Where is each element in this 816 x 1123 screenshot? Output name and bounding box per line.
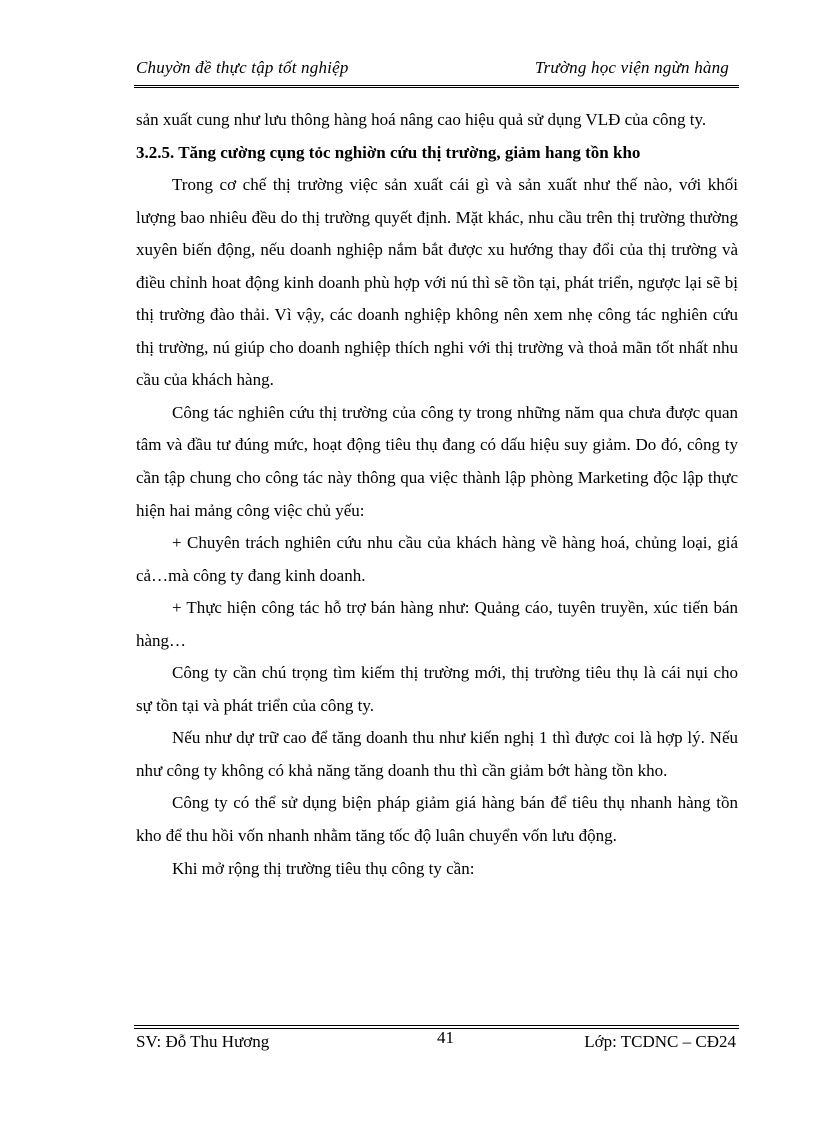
section-heading: 3.2.5. Tăng cường cụng tỏc nghiờn cứu thị trường, giảm hang tồn kho <box>136 142 641 162</box>
paragraph-inventory-reduction: Nếu như dự trữ cao để tăng doanh thu như kiến nghị 1 thì được coi là hợp lý. Nếu như công ty không có khả năng tăng doanh thu thì cần giảm bớt hàng tồn kho. <box>136 728 738 780</box>
page-body <box>136 104 738 885</box>
page-number: 41 <box>437 1028 454 1047</box>
paragraph-market-research: Công tác nghiên cứu thị trường của công ty trong những năm qua chưa được quan tâm và đầu tư đúng mức, hoạt động tiêu thụ đang có dấu hiệu suy giảm. Do đó, công ty cần tập chung cho công tác này thông qua việc thành lập phòng Marketing độc lập thực hiện hai mảng công việc chủ yếu: <box>136 402 738 520</box>
page-header <box>134 58 739 84</box>
page-footer <box>136 1028 738 1058</box>
footer-class-name: Lớp: TCDNC – CĐ24 <box>584 1032 736 1051</box>
header-document-type: Chuyờn đề thực tập tốt nghiệp <box>136 58 349 77</box>
footer-student-name: SV: Đỗ Thu Hương <box>136 1032 270 1051</box>
paragraph-market-expansion: Khi mở rộng thị trường tiêu thụ công ty cần: <box>172 858 475 878</box>
paragraph-market-mechanism: Trong cơ chế thị trường việc sản xuất cái gì và sản xuất như thế nào, với khối lượng bao nhiêu đều do thị trường quyết định. Mặt khác, nhu cầu trên thị trường thường xuyên biến động, nếu doanh nghiệp nắm bắt được xu hướng thay đổi của thị trường và điều chỉnh hoat động kinh doanh phù hợp với nú thì sẽ tồn tại, phát triển, ngược lại sẽ bị thị trường đào thải. Vì vậy, các doanh nghiệp không nên xem nhẹ công tác nghiên cứu thị trường, nú giúp cho doanh nghiệp thích nghi với thị trường và thoả mãn tốt nhất nhu cầu của khách hàng. <box>136 175 738 390</box>
list-item-research-needs: + Chuyên trách nghiên cứu nhu cầu của khách hàng về hàng hoá, chủng loại, giá cả…mà công ty đang kinh doanh. <box>136 533 738 585</box>
list-item-sales-support: + Thực hiện công tác hỗ trợ bán hàng như: Quảng cáo, tuyên truyền, xúc tiến bán hàng… <box>136 598 738 650</box>
header-school-name: Trường học viện ngừn hàng <box>534 58 729 77</box>
paragraph-price-reduction: Công ty có thể sử dụng biện pháp giảm giá hàng bán để tiêu thụ nhanh hàng tồn kho để thu hồi vốn nhanh nhằm tăng tốc độ luân chuyển vốn lưu động. <box>136 793 738 846</box>
paragraph-continuation: sản xuất cung như lưu thông hàng hoá nâng cao hiệu quả sử dụng VLĐ của công ty. <box>136 110 707 129</box>
paragraph-new-markets: Công ty cần chú trọng tìm kiếm thị trường mới, thị trường tiêu thụ là cái nụi cho sự tồn tại và phát triển của công ty. <box>136 663 738 715</box>
header-divider <box>134 85 739 88</box>
